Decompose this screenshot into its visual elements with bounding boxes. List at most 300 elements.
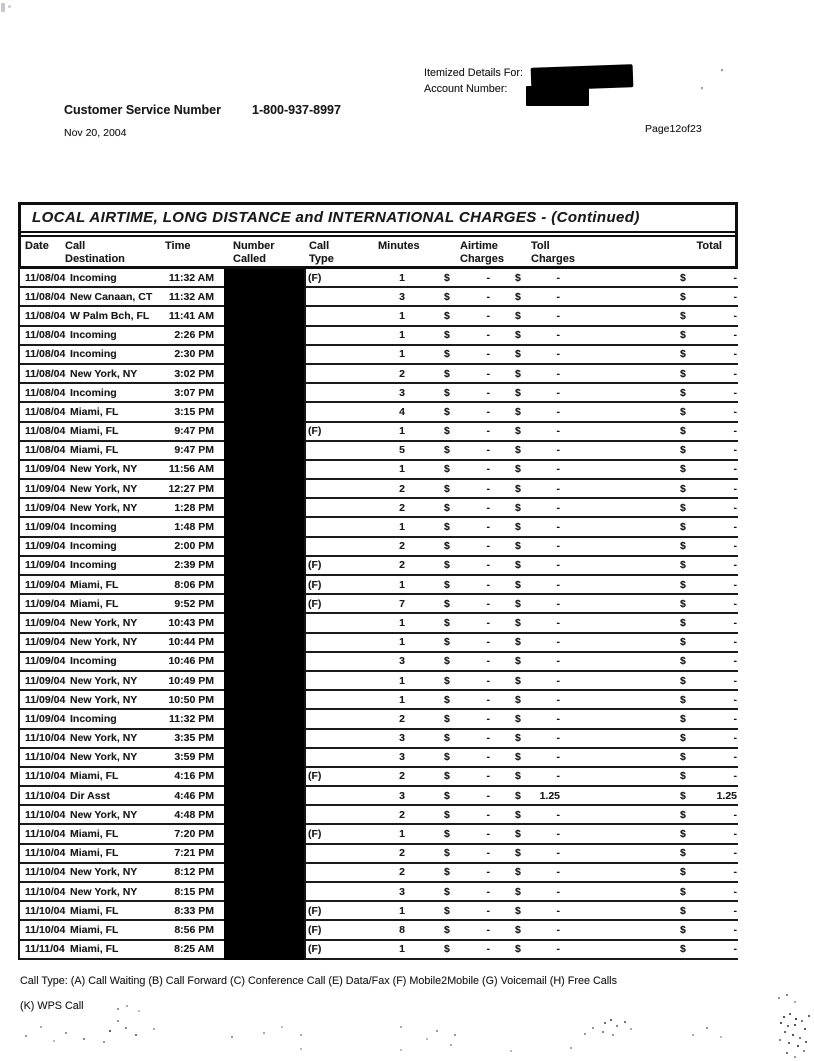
cell-date: 11/10/04	[25, 808, 66, 821]
cell-time: 9:47 PM	[174, 425, 214, 438]
dollar-sign: $	[444, 674, 450, 687]
cell-destination: Miami, FL	[70, 828, 119, 841]
dollar-sign: $	[680, 329, 686, 342]
cell-airtime-charges: $ -	[444, 559, 490, 572]
dollar-sign: $	[515, 847, 521, 860]
cell-total: $ -	[680, 904, 737, 917]
col-header-date: Date	[25, 240, 49, 252]
cell-time: 8:06 PM	[174, 578, 214, 591]
cell-time: 3:02 PM	[174, 367, 214, 380]
cell-total: $ -	[680, 923, 737, 936]
cell-date: 11/09/04	[25, 712, 66, 725]
cell-minutes: 3	[399, 751, 405, 764]
dollar-sign: $	[680, 866, 686, 879]
cell-total: $ -	[680, 712, 737, 725]
cell-toll-charges: $ -	[515, 693, 560, 706]
cell-airtime-charges: $ -	[444, 751, 490, 764]
table-row	[20, 672, 738, 691]
cell-destination: New York, NY	[70, 463, 138, 476]
cell-call-type: (F)	[308, 770, 322, 783]
dollar-sign: $	[444, 367, 450, 380]
cell-toll-charges: $ -	[515, 866, 560, 879]
table-row	[20, 365, 738, 384]
dollar-sign: $	[444, 885, 450, 898]
cell-time: 3:15 PM	[174, 405, 214, 418]
scan-noise	[360, 1046, 362, 1048]
dollar-sign: $	[515, 751, 521, 764]
cell-airtime-charges: $ -	[444, 386, 490, 399]
cell-date: 11/09/04	[25, 616, 66, 629]
dollar-sign: $	[444, 923, 450, 936]
scan-noise	[600, 1018, 602, 1020]
table-row	[20, 864, 738, 883]
cell-time: 10:50 PM	[168, 693, 214, 706]
account-number-label: Account Number:	[424, 82, 508, 95]
dollar-sign: $	[515, 521, 521, 534]
dollar-sign: $	[444, 348, 450, 361]
dollar-sign: $	[444, 828, 450, 841]
cell-toll-charges: $ -	[515, 578, 560, 591]
cell-toll-charges: $ -	[515, 386, 560, 399]
cell-date: 11/08/04	[25, 425, 66, 438]
cell-minutes: 2	[399, 847, 405, 860]
cell-date: 11/08/04	[25, 309, 66, 322]
cell-destination: W Palm Bch, FL	[70, 309, 150, 322]
dollar-sign: $	[515, 712, 521, 725]
page-label: Page	[645, 123, 670, 135]
cell-date: 11/08/04	[25, 444, 66, 457]
cell-total: $ -	[680, 616, 737, 629]
dollar-sign: $	[680, 923, 686, 936]
cell-toll-charges: $ -	[515, 616, 560, 629]
cell-destination: New York, NY	[70, 866, 138, 879]
cell-time: 10:49 PM	[168, 674, 214, 687]
cell-minutes: 2	[399, 866, 405, 879]
cell-toll-charges: $ -	[515, 847, 560, 860]
cell-airtime-charges: $ -	[444, 674, 490, 687]
cell-minutes: 1	[399, 271, 405, 284]
cell-toll-charges: $ -	[515, 923, 560, 936]
cell-toll-charges: $ -	[515, 309, 560, 322]
charges-table	[18, 202, 738, 960]
dollar-sign: $	[444, 616, 450, 629]
cell-toll-charges: $ -	[515, 828, 560, 841]
cell-minutes: 2	[399, 501, 405, 514]
cell-date: 11/10/04	[25, 751, 66, 764]
table-row	[20, 730, 738, 749]
cell-destination: Dir Asst	[70, 789, 110, 802]
cell-destination: Miami, FL	[70, 405, 119, 418]
cell-call-type: (F)	[308, 828, 322, 841]
cell-call-type: (F)	[308, 578, 322, 591]
dollar-sign: $	[515, 597, 521, 610]
table-row	[20, 307, 738, 326]
cell-minutes: 3	[399, 885, 405, 898]
cell-minutes: 2	[399, 712, 405, 725]
customer-service-label: Customer Service Number	[64, 103, 222, 117]
dollar-sign: $	[680, 751, 686, 764]
cell-call-type: (F)	[308, 559, 322, 572]
scan-artifact	[1, 3, 5, 12]
page-indicator	[645, 123, 702, 135]
cell-airtime-charges: $ -	[444, 923, 490, 936]
cell-minutes: 2	[399, 367, 405, 380]
cell-toll-charges: $ -	[515, 482, 560, 495]
cell-destination: Incoming	[70, 521, 117, 534]
cell-time: 11:32 AM	[168, 271, 214, 284]
dollar-sign: $	[680, 521, 686, 534]
cell-toll-charges: $ -	[515, 712, 560, 725]
table-row	[20, 346, 738, 365]
table-row	[20, 941, 738, 960]
cell-destination: Miami, FL	[70, 847, 119, 860]
cell-date: 11/09/04	[25, 655, 66, 668]
cell-destination: Incoming	[70, 271, 117, 284]
table-row	[20, 442, 738, 461]
cell-toll-charges: $ -	[515, 540, 560, 553]
dollar-sign: $	[444, 463, 450, 476]
col-header-airtime-charges: Airtime Charges	[460, 240, 505, 265]
cell-minutes: 1	[399, 693, 405, 706]
cell-date: 11/09/04	[25, 482, 66, 495]
cell-time: 9:52 PM	[174, 597, 214, 610]
cell-date: 11/09/04	[25, 521, 66, 534]
dollar-sign: $	[515, 636, 521, 649]
dollar-sign: $	[515, 789, 521, 802]
cell-airtime-charges: $ -	[444, 866, 490, 879]
cell-airtime-charges: $ -	[444, 885, 490, 898]
cell-destination: Miami, FL	[70, 425, 119, 438]
dollar-sign: $	[444, 693, 450, 706]
dollar-sign: $	[444, 425, 450, 438]
dollar-sign: $	[680, 290, 686, 303]
cell-date: 11/09/04	[25, 463, 66, 476]
table-row	[20, 403, 738, 422]
dollar-sign: $	[444, 501, 450, 514]
cell-airtime-charges: $ -	[444, 290, 490, 303]
cell-time: 2:30 PM	[174, 348, 214, 361]
col-header-total: Total	[696, 240, 722, 252]
cell-time: 1:48 PM	[174, 521, 214, 534]
dollar-sign: $	[444, 770, 450, 783]
cell-airtime-charges: $ -	[444, 309, 490, 322]
cell-airtime-charges: $ -	[444, 329, 490, 342]
cell-call-type: (F)	[308, 597, 322, 610]
scan-noise	[420, 1022, 422, 1024]
cell-date: 11/08/04	[25, 405, 66, 418]
redacted-account-number	[526, 86, 589, 106]
cell-date: 11/10/04	[25, 828, 66, 841]
dollar-sign: $	[515, 425, 521, 438]
dollar-sign: $	[680, 693, 686, 706]
dollar-sign: $	[680, 732, 686, 745]
cell-airtime-charges: $ -	[444, 367, 490, 380]
table-row	[20, 480, 738, 499]
cell-toll-charges: $ -	[515, 348, 560, 361]
dollar-sign: $	[680, 828, 686, 841]
scan-noise	[245, 1028, 247, 1030]
col-header-minutes: Minutes	[378, 240, 420, 252]
cell-toll-charges: $ -	[515, 943, 560, 956]
dollar-sign: $	[515, 329, 521, 342]
cell-total: $ -	[680, 329, 737, 342]
cell-total: $ -	[680, 521, 737, 534]
dollar-sign: $	[515, 866, 521, 879]
cell-destination: Miami, FL	[70, 578, 119, 591]
dollar-sign: $	[680, 501, 686, 514]
cell-destination: Incoming	[70, 348, 117, 361]
cell-minutes: 8	[399, 923, 405, 936]
dollar-sign: $	[444, 290, 450, 303]
scan-noise	[112, 1002, 114, 1004]
scan-noise	[778, 1012, 780, 1014]
cell-toll-charges: $ -	[515, 559, 560, 572]
cell-total: $ -	[680, 808, 737, 821]
table-row	[20, 614, 738, 633]
column-divider-rule	[304, 269, 306, 960]
dollar-sign: $	[515, 885, 521, 898]
dollar-sign: $	[444, 636, 450, 649]
cell-destination: Miami, FL	[70, 904, 119, 917]
cell-toll-charges: $ -	[515, 521, 560, 534]
cell-destination: Miami, FL	[70, 943, 119, 956]
cell-time: 8:56 PM	[174, 923, 214, 936]
customer-service-number: 1-800-937-8997	[252, 103, 341, 117]
table-row	[20, 576, 738, 595]
cell-total: $ -	[680, 674, 737, 687]
table-row	[20, 902, 738, 921]
dollar-sign: $	[680, 674, 686, 687]
dollar-sign: $	[680, 636, 686, 649]
cell-total: $ -	[680, 559, 737, 572]
cell-total: $ -	[680, 578, 737, 591]
cell-date: 11/10/04	[25, 923, 66, 936]
cell-toll-charges: $ -	[515, 770, 560, 783]
table-row	[20, 288, 738, 307]
cell-minutes: 2	[399, 770, 405, 783]
table-row	[20, 461, 738, 480]
table-row	[20, 691, 738, 710]
dollar-sign: $	[515, 616, 521, 629]
cell-total: $ -	[680, 751, 737, 764]
cell-call-type: (F)	[308, 923, 322, 936]
dollar-sign: $	[444, 904, 450, 917]
table-header-box	[18, 202, 738, 269]
cell-airtime-charges: $ -	[444, 770, 490, 783]
dollar-sign: $	[444, 405, 450, 418]
dollar-sign: $	[515, 540, 521, 553]
cell-toll-charges: $ -	[515, 636, 560, 649]
cell-destination: New York, NY	[70, 693, 138, 706]
cell-airtime-charges: $ -	[444, 597, 490, 610]
cell-date: 11/10/04	[25, 866, 66, 879]
cell-total: $ -	[680, 309, 737, 322]
col-header-spacer	[571, 240, 680, 266]
cell-minutes: 3	[399, 789, 405, 802]
cell-date: 11/09/04	[25, 578, 66, 591]
dollar-sign: $	[515, 444, 521, 457]
dollar-sign: $	[515, 482, 521, 495]
cell-minutes: 1	[399, 578, 405, 591]
dollar-sign: $	[680, 309, 686, 322]
cell-destination: New York, NY	[70, 674, 138, 687]
cell-time: 2:00 PM	[174, 540, 214, 553]
cell-time: 8:25 AM	[174, 943, 214, 956]
cell-date: 11/10/04	[25, 789, 66, 802]
dollar-sign: $	[680, 367, 686, 380]
table-row	[20, 384, 738, 403]
table-row	[20, 825, 738, 844]
dollar-sign: $	[680, 616, 686, 629]
cell-airtime-charges: $ -	[444, 828, 490, 841]
dollar-sign: $	[515, 693, 521, 706]
table-row	[20, 845, 738, 864]
scan-artifact	[8, 5, 11, 8]
cell-destination: Miami, FL	[70, 444, 119, 457]
dollar-sign: $	[444, 309, 450, 322]
dollar-sign: $	[515, 578, 521, 591]
cell-airtime-charges: $ -	[444, 904, 490, 917]
cell-airtime-charges: $ -	[444, 348, 490, 361]
cell-call-type: (F)	[308, 425, 322, 438]
dollar-sign: $	[680, 904, 686, 917]
cell-destination: New York, NY	[70, 732, 138, 745]
cell-total: $ -	[680, 636, 737, 649]
itemized-details-label: Itemized Details For:	[424, 67, 524, 79]
dollar-sign: $	[680, 808, 686, 821]
dollar-sign: $	[444, 789, 450, 802]
cell-minutes: 1	[399, 636, 405, 649]
cell-airtime-charges: $ -	[444, 405, 490, 418]
cell-destination: New York, NY	[70, 751, 138, 764]
cell-date: 11/08/04	[25, 367, 66, 380]
dollar-sign: $	[680, 271, 686, 284]
cell-minutes: 1	[399, 904, 405, 917]
table-row	[20, 883, 738, 902]
redacted-number-called-column	[224, 269, 304, 960]
cell-date: 11/09/04	[25, 636, 66, 649]
dollar-sign: $	[680, 847, 686, 860]
col-header-call-type: Call Type	[309, 240, 334, 265]
cell-toll-charges: $ -	[515, 501, 560, 514]
cell-date: 11/08/04	[25, 290, 66, 303]
cell-time: 2:39 PM	[174, 559, 214, 572]
cell-minutes: 3	[399, 655, 405, 668]
cell-date: 11/09/04	[25, 540, 66, 553]
dollar-sign: $	[680, 540, 686, 553]
cell-minutes: 1	[399, 329, 405, 342]
dollar-sign: $	[680, 712, 686, 725]
cell-time: 11:56 AM	[168, 463, 214, 476]
cell-minutes: 1	[399, 674, 405, 687]
cell-airtime-charges: $ -	[444, 444, 490, 457]
cell-date: 11/08/04	[25, 329, 66, 342]
cell-time: 1:28 PM	[174, 501, 214, 514]
dollar-sign: $	[444, 540, 450, 553]
dollar-sign: $	[680, 482, 686, 495]
dollar-sign: $	[515, 463, 521, 476]
table-row	[20, 557, 738, 576]
cell-toll-charges: $ -	[515, 290, 560, 303]
cell-total: $ -	[680, 597, 737, 610]
table-row	[20, 768, 738, 787]
dollar-sign: $	[444, 271, 450, 284]
dollar-sign: $	[515, 290, 521, 303]
scan-artifact: '	[701, 86, 703, 97]
cell-time: 10:46 PM	[168, 655, 214, 668]
cell-time: 11:41 AM	[168, 309, 214, 322]
dollar-sign: $	[444, 482, 450, 495]
cell-destination: New York, NY	[70, 636, 138, 649]
cell-date: 11/09/04	[25, 559, 66, 572]
cell-toll-charges: $ -	[515, 904, 560, 917]
cell-destination: New York, NY	[70, 482, 138, 495]
cell-time: 8:33 PM	[174, 904, 214, 917]
col-header-toll-charges: Toll Charges	[531, 240, 576, 265]
of-label: of	[681, 123, 690, 135]
dollar-sign: $	[515, 732, 521, 745]
dollar-sign: $	[680, 444, 686, 457]
scan-artifact: '	[721, 68, 723, 79]
dollar-sign: $	[680, 463, 686, 476]
cell-total: $ -	[680, 482, 737, 495]
table-row	[20, 538, 738, 557]
cell-total: $ -	[680, 405, 737, 418]
dollar-sign: $	[515, 367, 521, 380]
cell-airtime-charges: $ -	[444, 808, 490, 821]
dollar-sign: $	[444, 578, 450, 591]
dollar-sign: $	[680, 559, 686, 572]
cell-time: 12:27 PM	[168, 482, 214, 495]
cell-time: 2:26 PM	[174, 329, 214, 342]
cell-total: $ -	[680, 655, 737, 668]
scan-noise	[95, 1025, 97, 1027]
cell-airtime-charges: $ -	[444, 578, 490, 591]
dollar-sign: $	[515, 655, 521, 668]
cell-date: 11/09/04	[25, 501, 66, 514]
dollar-sign: $	[444, 808, 450, 821]
table-row	[20, 710, 738, 729]
table-row	[20, 787, 738, 806]
table-row	[20, 921, 738, 940]
cell-toll-charges: $ -	[515, 425, 560, 438]
dollar-sign: $	[515, 808, 521, 821]
scan-noise	[770, 992, 772, 994]
cell-airtime-charges: $ -	[444, 425, 490, 438]
table-row	[20, 634, 738, 653]
dollar-sign: $	[680, 386, 686, 399]
dollar-sign: $	[515, 904, 521, 917]
col-header-number-called: Number Called	[233, 240, 275, 265]
table-row	[20, 518, 738, 537]
cell-total: $ -	[680, 425, 737, 438]
cell-time: 11:32 PM	[169, 712, 214, 725]
dollar-sign: $	[680, 578, 686, 591]
cell-toll-charges: $ 1.25	[515, 789, 560, 802]
cell-total: $ -	[680, 290, 737, 303]
table-row	[20, 595, 738, 614]
cell-total: $ -	[680, 770, 737, 783]
cell-airtime-charges: $ -	[444, 712, 490, 725]
cell-airtime-charges: $ -	[444, 521, 490, 534]
cell-minutes: 1	[399, 425, 405, 438]
cell-airtime-charges: $ -	[444, 501, 490, 514]
cell-date: 11/08/04	[25, 348, 66, 361]
dollar-sign: $	[680, 348, 686, 361]
cell-date: 11/11/04	[25, 943, 65, 956]
cell-destination: New York, NY	[70, 501, 138, 514]
cell-airtime-charges: $ -	[444, 847, 490, 860]
